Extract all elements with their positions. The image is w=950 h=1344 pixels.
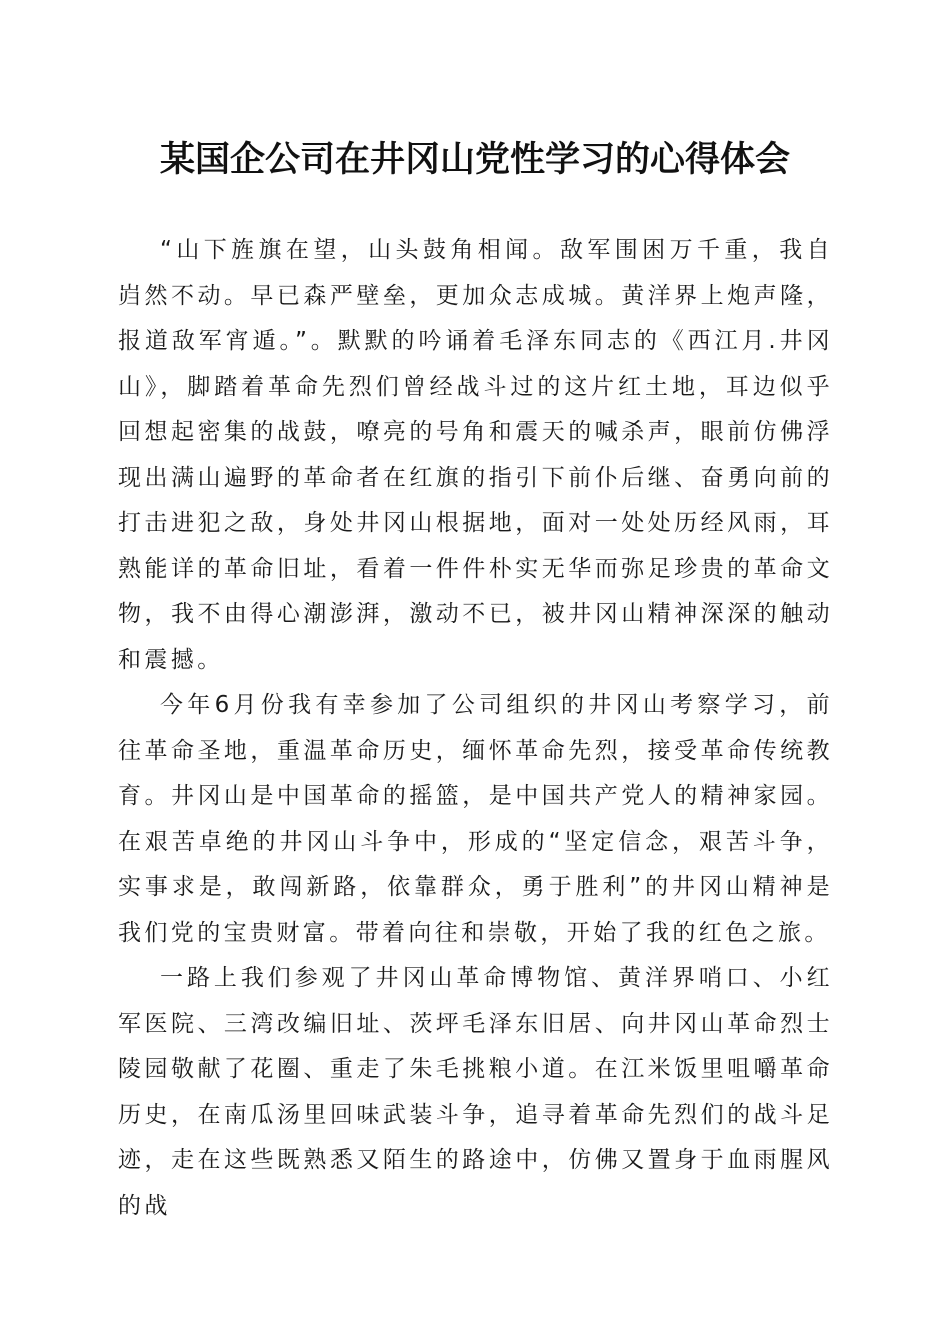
paragraph: “山下旌旗在望，山头鼓角相闻。敌军围困万千重，我自岿然不动。早已森严壁垒，更加众志成城。黄洋界上炮声隆，报道敌军宵遁。”。默默的吟诵着毛泽东同志的《西江月.井冈山》，脚踏着革命先烈们曾经战斗过的这片红土地，耳边似乎回想起密集的战鼓，嘹亮的号角和震天的喊杀声，眼前仿佛浮现出满山遍野的革命者在红旗的指引下前仆后继、奋勇向前的打击进犯之敌，身处井冈山根据地，面对一处处历经风雨，耳熟能详的革命旧址，看着一件件朴实无华而弥足珍贵的革命文物，我不由得心潮澎湃，激动不已，被井冈山精神深深的触动和震撼。 — [118, 237, 833, 673]
document-title: 某国企公司在井冈山党性学习的心得体会 — [159, 139, 790, 180]
document-body — [118, 228, 833, 1229]
paragraph: 今年6月份我有幸参加了公司组织的井冈山考察学习，前往革命圣地，重温革命历史，缅怀革命先烈，接受革命传统教育。井冈山是中国革命的摇篮，是中国共产党人的精神家园。在艰苦卓绝的井冈山斗争中，形成的“坚定信念，艰苦斗争，实事求是，敢闯新路，依靠群众，勇于胜利”的井冈山精神是我们党的宝贵财富。带着向往和崇敬，开始了我的红色之旅。 — [118, 692, 833, 946]
paragraph: 一路上我们参观了井冈山革命博物馆、黄洋界哨口、小红军医院、三湾改编旧址、茨坪毛泽东旧居、向井冈山革命烈士陵园敬献了花圈、重走了朱毛挑粮小道。在江米饭里咀嚼革命历史，在南瓜汤里回味武装斗争，追寻着革命先烈们的战斗足迹，走在这些既熟悉又陌生的路途中，仿佛又置身于血雨腥风的战 — [118, 965, 833, 1219]
